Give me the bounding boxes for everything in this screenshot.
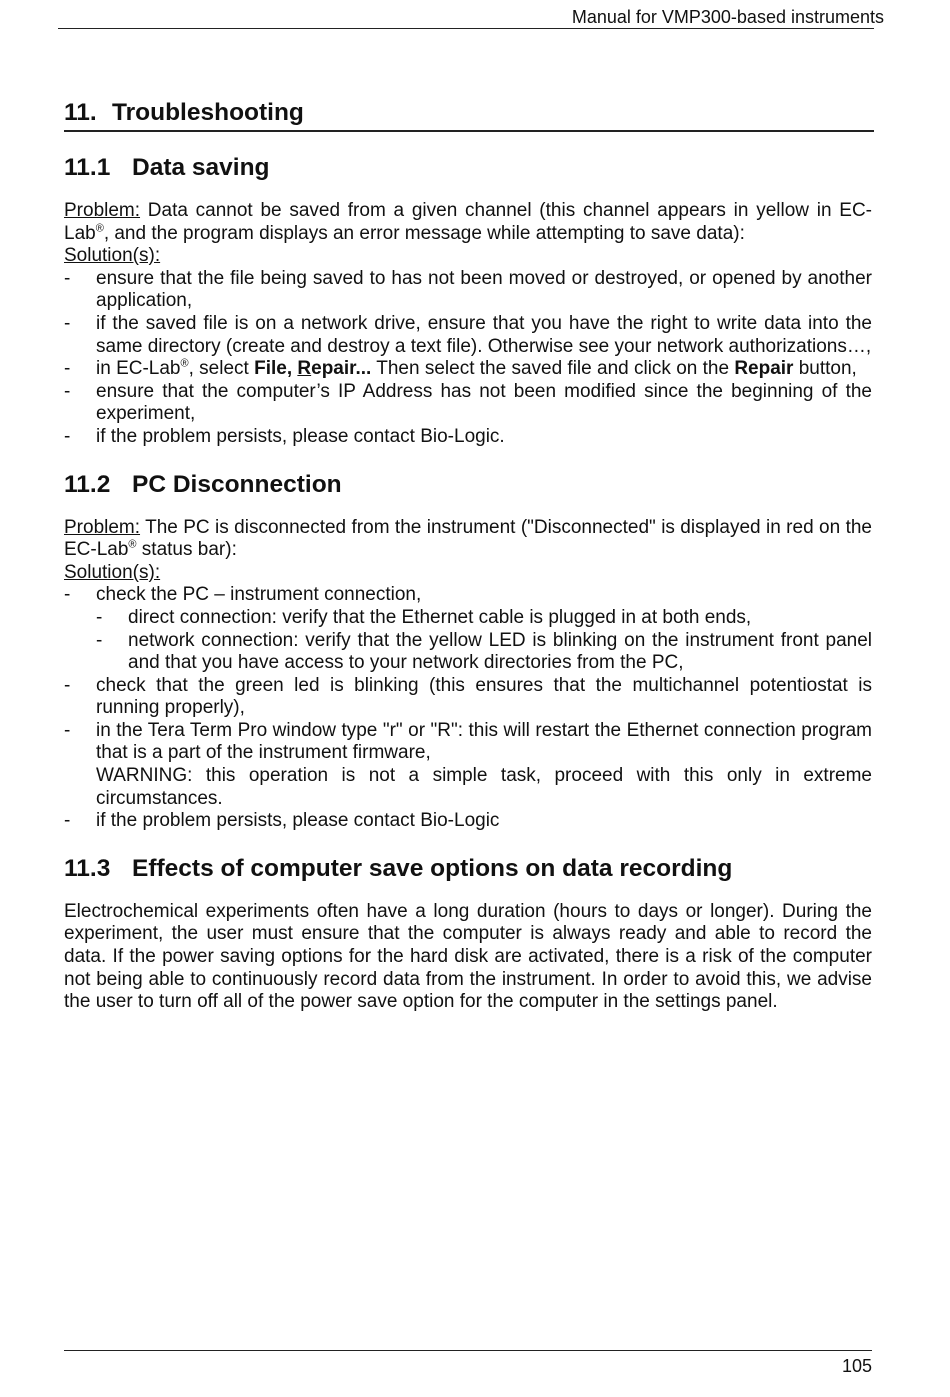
bullet-dash: - bbox=[64, 312, 71, 334]
list-item-text: direct connection: verify that the Ethernet cable is plugged in at both ends, bbox=[128, 606, 752, 628]
section-number: 11.2 bbox=[64, 470, 111, 498]
sub-list-item bbox=[64, 630, 872, 675]
bullet-dash: - bbox=[64, 267, 71, 289]
list-item bbox=[64, 810, 872, 833]
list-item bbox=[64, 381, 872, 426]
bullet-dash: - bbox=[64, 810, 71, 832]
problem-paragraph bbox=[64, 200, 872, 245]
list-item-text: ensure that the computer’s IP Address has not been modified since the beginning of the experiment, bbox=[96, 380, 872, 425]
menu-path-repair: epair... bbox=[311, 358, 372, 380]
menu-accelerator-r: R bbox=[297, 358, 312, 380]
warning-text: WARNING: this operation is not a simple task, proceed with this only in extreme circumstances. bbox=[96, 765, 872, 809]
section-title: PC Disconnection bbox=[132, 470, 342, 498]
list-item bbox=[64, 426, 872, 449]
solution-label-para bbox=[64, 562, 872, 585]
bullet-dash: - bbox=[64, 425, 71, 447]
problem-label: Problem: bbox=[64, 516, 141, 538]
list-item-text: , select bbox=[188, 358, 255, 380]
bullet-dash: - bbox=[64, 358, 71, 380]
solution-label-para bbox=[64, 245, 872, 268]
registered-mark: ® bbox=[95, 222, 104, 235]
body-paragraph: Electrochemical experiments often have a long duration (hours to days or longer). During the experiment, the user must ensure that the computer is always ready and able to record the data. If the power saving options for the hard disk are activated, there is a risk of the computer not being able to continuously record data from the instrument. In order to avoid this, we advise the user to turn off all of the power save option for the computer in the settings panel. bbox=[64, 900, 872, 1013]
list-item bbox=[64, 584, 872, 607]
registered-mark: ® bbox=[128, 538, 137, 551]
bullet-dash: - bbox=[64, 584, 71, 606]
section-number: 11.3 bbox=[64, 854, 111, 882]
list-item-text: network connection: verify that the yellow LED is blinking on the instrument front panel and that you have access to your network directories from the PC, bbox=[128, 629, 872, 674]
chapter-heading bbox=[64, 96, 874, 132]
section-title: Effects of computer save options on data recording bbox=[132, 854, 733, 882]
list-item-text: Then select the saved file and click on the bbox=[371, 358, 735, 380]
problem-label: Problem: bbox=[64, 200, 141, 221]
section-heading-save-options bbox=[64, 853, 872, 885]
list-item bbox=[64, 675, 872, 720]
repair-button-label: Repair bbox=[734, 358, 794, 380]
problem-paragraph bbox=[64, 517, 872, 562]
section-heading-data-saving bbox=[64, 152, 872, 184]
list-item bbox=[64, 268, 872, 313]
problem-text: Data cannot be saved from a given channel (this channel appears in yellow in EC-Lab bbox=[64, 200, 872, 244]
bullet-dash: - bbox=[64, 380, 71, 402]
problem-text: The PC is disconnected from the instrument ("Disconnected" is displayed in red on the EC-Lab bbox=[64, 516, 872, 561]
bullet-dash: - bbox=[96, 629, 103, 651]
section-heading-pc-disconnection bbox=[64, 469, 872, 501]
solution-label: Solution(s): bbox=[64, 561, 161, 583]
bullet-dash: - bbox=[64, 719, 71, 741]
solution-label: Solution(s): bbox=[64, 245, 161, 267]
header-rule bbox=[58, 28, 874, 29]
running-header: Manual for VMP300-based instruments bbox=[571, 7, 884, 27]
footer-rule bbox=[64, 1350, 872, 1351]
section-number: 11.1 bbox=[64, 154, 111, 181]
list-item-text: in the Tera Term Pro window type "r" or "R": this will restart the Ethernet connection program that is a part of the instrument firmware, bbox=[96, 719, 872, 764]
chapter-title: Troubleshooting bbox=[112, 99, 304, 126]
list-item bbox=[64, 358, 872, 381]
registered-mark: ® bbox=[180, 357, 189, 370]
chapter-number: 11. bbox=[64, 99, 97, 126]
list-item-text: if the problem persists, please contact Bio-Logic bbox=[96, 810, 500, 832]
list-item bbox=[64, 313, 872, 358]
sub-list-item bbox=[64, 607, 872, 630]
list-item-text: button, bbox=[793, 358, 857, 380]
bullet-dash: - bbox=[64, 674, 71, 696]
list-item-text: if the saved file is on a network drive, ensure that you have the right to write data into the same directory (create and destroy a text file). Otherwise see your network authorizations…, bbox=[96, 312, 872, 357]
section-title: Data saving bbox=[132, 154, 270, 181]
menu-path-file: File, bbox=[254, 358, 298, 380]
list-item bbox=[64, 720, 872, 810]
list-item-text: ensure that the file being saved to has not been moved or destroyed, or opened by another application, bbox=[96, 267, 872, 312]
page-content bbox=[64, 96, 872, 1014]
list-item-text: if the problem persists, please contact Bio-Logic. bbox=[96, 425, 505, 447]
page-number: 105 bbox=[841, 1356, 872, 1376]
problem-text-cont: status bar): bbox=[136, 539, 237, 561]
list-item-text: check that the green led is blinking (this ensures that the multichannel potentiostat is running properly), bbox=[96, 674, 872, 719]
problem-text-cont: , and the program displays an error message while attempting to save data): bbox=[103, 222, 745, 244]
bullet-dash: - bbox=[96, 606, 103, 628]
list-item-text: check the PC – instrument connection, bbox=[96, 584, 422, 606]
list-item-text: in EC-Lab bbox=[96, 358, 181, 380]
